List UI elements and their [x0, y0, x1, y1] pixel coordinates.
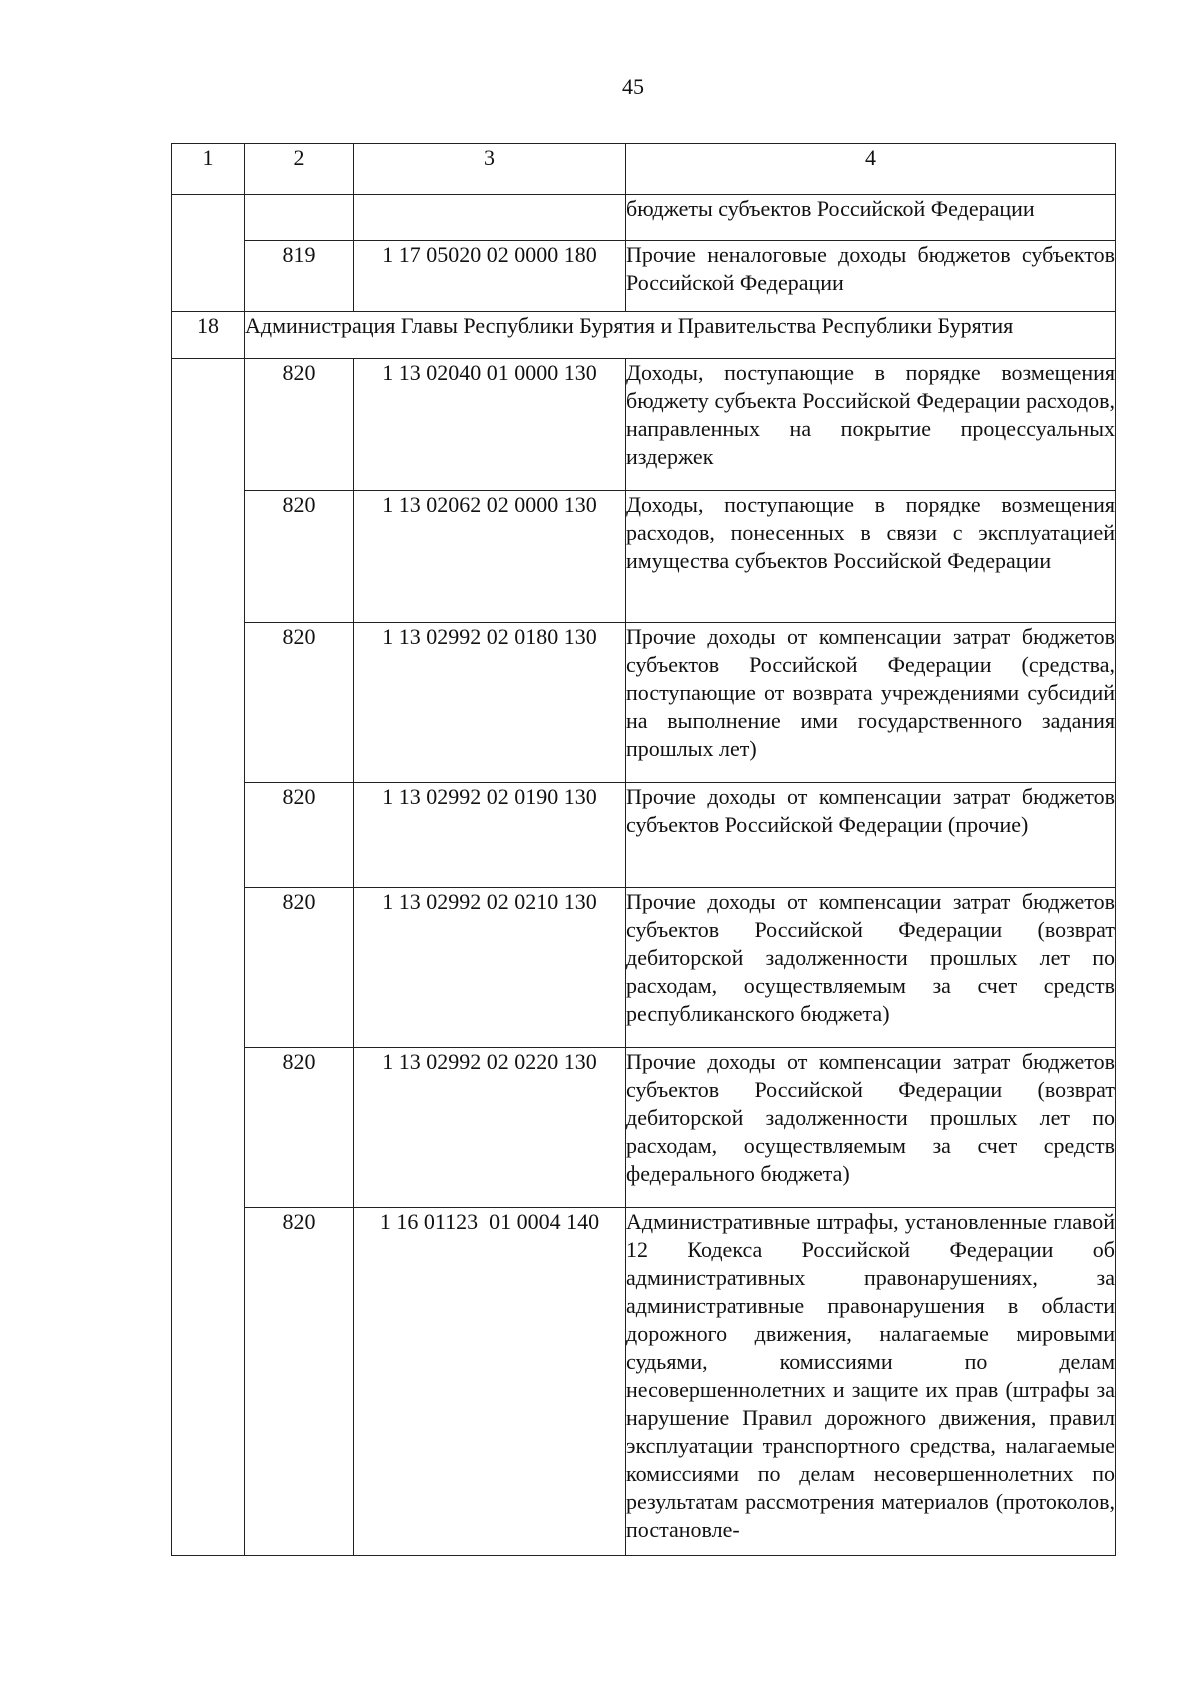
table-row: [172, 491, 1116, 623]
description-cell: [626, 783, 1116, 888]
description-text: Доходы, поступающие в порядке возмещения расходов, понесенных в связи с эксплуатацией имущества субъектов Российской Федерации: [626, 492, 1115, 573]
section-row: [172, 312, 1116, 359]
admin-code-cell: 820: [245, 1208, 354, 1556]
admin-code-cell: 820: [245, 888, 354, 1048]
description-cell: [626, 195, 1116, 241]
admin-code-cell: 820: [245, 1048, 354, 1208]
page-number: 45: [622, 74, 644, 99]
income-code-cell: 1 13 02992 02 0220 130: [354, 1048, 626, 1208]
income-code-cell: 1 13 02992 02 0190 130: [354, 783, 626, 888]
admin-code-cell: 820: [245, 783, 354, 888]
description-text: Прочие неналоговые доходы бюджетов субъектов Российской Федерации: [626, 242, 1115, 295]
income-code-cell: 1 13 02062 02 0000 130: [354, 491, 626, 623]
table-row: [172, 783, 1116, 888]
table-row: [172, 888, 1116, 1048]
table-row: [172, 1208, 1116, 1556]
description-cell: [626, 623, 1116, 783]
admin-code-cell: [245, 195, 354, 241]
description-cell: [626, 888, 1116, 1048]
description-cell: [626, 359, 1116, 491]
column-header: 2: [245, 144, 354, 195]
income-code-cell: 1 16 01123 01 0004 140: [354, 1208, 626, 1556]
income-code-cell: 1 13 02992 02 0180 130: [354, 623, 626, 783]
column-header: 4: [626, 144, 1116, 195]
admin-code-cell: 820: [245, 491, 354, 623]
table-row: [172, 195, 1116, 241]
section-title: Администрация Главы Республики Бурятия и Правительства Республики Бурятия: [245, 312, 1116, 359]
description-text: Прочие доходы от компенсации затрат бюджетов субъектов Российской Федерации (возврат дебиторской задолженности прошлых лет по расходам, осуществляемым за счет средств федерального бюджета): [626, 1049, 1115, 1186]
description-text: бюджеты субъектов Российской Федерации: [626, 196, 1035, 221]
description-cell: [626, 1048, 1116, 1208]
income-code-cell: 1 17 05020 02 0000 180: [354, 241, 626, 312]
income-code-cell: 1 13 02992 02 0210 130: [354, 888, 626, 1048]
income-code-cell: 1 13 02040 01 0000 130: [354, 359, 626, 491]
income-code-cell: [354, 195, 626, 241]
section-number-cell: [172, 359, 245, 1556]
column-header: 3: [354, 144, 626, 195]
description-text: Прочие доходы от компенсации затрат бюджетов субъектов Российской Федерации (средства, поступающие от возврата учреждениями субсидий на выполнение ими государственного задания прошлых лет): [626, 624, 1115, 761]
description-text: Прочие доходы от компенсации затрат бюджетов субъектов Российской Федерации (прочие): [626, 784, 1115, 837]
description-text: Прочие доходы от компенсации затрат бюджетов субъектов Российской Федерации (возврат дебиторской задолженности прошлых лет по расходам, осуществляемым за счет средств республиканского бюджета): [626, 889, 1115, 1026]
description-text: Административные штрафы, установленные главой 12 Кодекса Российской Федерации об административных правонарушениях, за административные правонарушения в области дорожного движения, налагаемые мировыми судьями, комиссиями по делам несовершеннолетних и защите их прав (штрафы за нарушение Правил дорожного движения, правил эксплуатации транспортного средства, налагаемые комиссиями по делам несовершеннолетних по результатам рассмотрения материалов (протоколов, постановле-: [626, 1209, 1115, 1542]
table-row: [172, 241, 1116, 312]
table-header-row: [172, 144, 1116, 195]
section-number: 18: [172, 312, 245, 359]
description-cell: [626, 491, 1116, 623]
admin-code-cell: 820: [245, 623, 354, 783]
description-cell: [626, 241, 1116, 312]
section-number-cell: [172, 195, 245, 312]
income-codes-table: [171, 143, 1116, 1556]
description-text: Доходы, поступающие в порядке возмещения бюджету субъекта Российской Федерации расходов, направленных на покрытие процессуальных издержек: [626, 360, 1115, 469]
column-header: 1: [172, 144, 245, 195]
admin-code-cell: 820: [245, 359, 354, 491]
admin-code-cell: 819: [245, 241, 354, 312]
table-row: [172, 623, 1116, 783]
description-cell: [626, 1208, 1116, 1556]
table-row: [172, 1048, 1116, 1208]
table-row: [172, 359, 1116, 491]
